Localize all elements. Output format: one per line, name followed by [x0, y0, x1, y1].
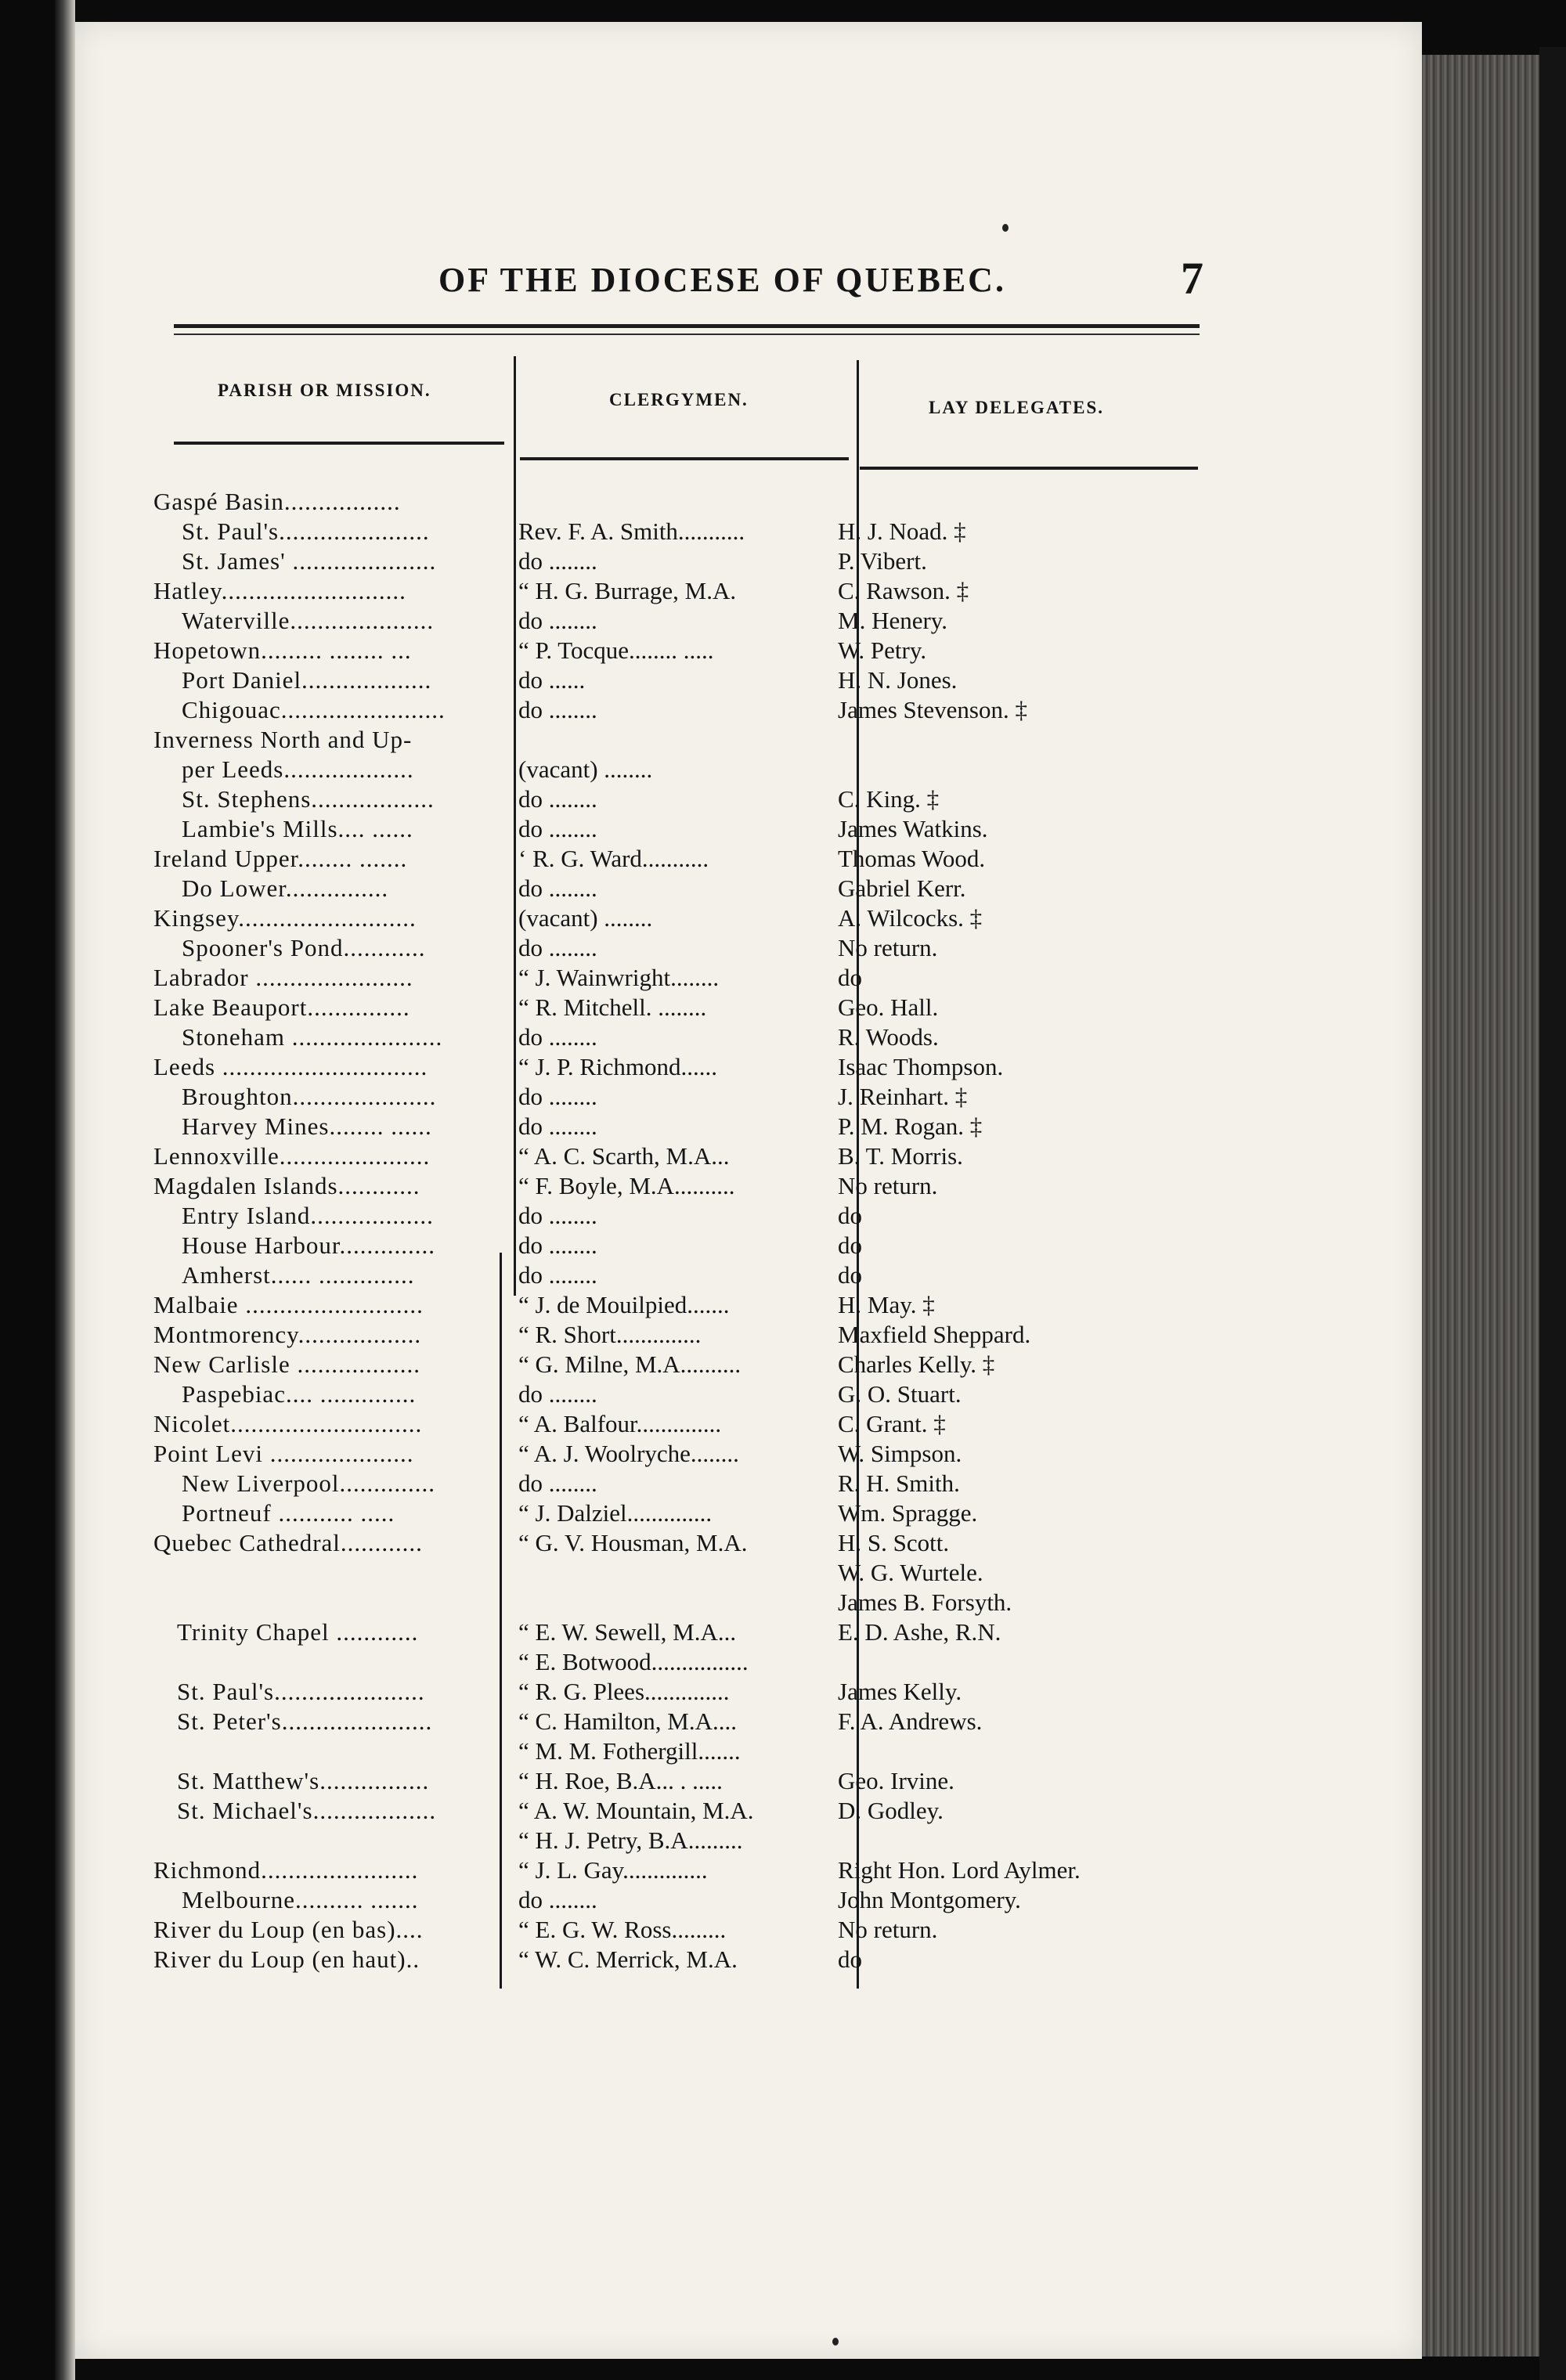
clergy-cell: “ H. Roe, B.A... . ..... [518, 1767, 723, 1794]
delegate-cell: W. Simpson. [838, 1440, 962, 1467]
parish-cell: Amherst...... .............. [182, 1261, 415, 1289]
delegate-cell: F. A. Andrews. [838, 1707, 983, 1735]
clergy-cell: do ........ [518, 607, 597, 634]
delegate-cell: Wm. Spragge. [838, 1499, 978, 1527]
clergy-cell: (vacant) ........ [518, 904, 653, 932]
column-rule-delegates [860, 467, 1198, 470]
parish-cell: St. James' ..................... [182, 547, 437, 575]
clergy-cell: do ........ [518, 547, 597, 575]
parish-cell: River du Loup (en bas).... [153, 1916, 424, 1943]
parish-cell: Paspebiac.... .............. [182, 1380, 417, 1408]
parish-cell: Portneuf ........... ..... [182, 1499, 395, 1527]
delegate-cell: C. Grant. ‡ [838, 1410, 946, 1437]
clergy-cell: “ H. J. Petry, B.A......... [518, 1826, 743, 1854]
parish-cell: Stoneham ...................... [182, 1023, 443, 1051]
parish-cell: St. Peter's...................... [177, 1707, 433, 1735]
delegate-cell: do [838, 1231, 862, 1259]
clergy-cell: “ E. G. W. Ross......... [518, 1916, 727, 1943]
parish-cell: St. Paul's...................... [182, 517, 430, 545]
delegate-cell: H. J. Noad. ‡ [838, 517, 966, 545]
clergy-cell: do ........ [518, 1261, 597, 1289]
page-edges [1422, 55, 1539, 2357]
clergy-cell: “ J. Wainwright........ [518, 964, 720, 991]
delegate-cell: do [838, 1945, 862, 1973]
clergy-cell: do ...... [518, 666, 586, 694]
delegate-cell: Thomas Wood. [838, 845, 986, 872]
parish-cell: Ireland Upper........ ....... [153, 845, 408, 872]
parish-cell: Quebec Cathedral............ [153, 1529, 423, 1556]
parish-cell: St. Matthew's................ [177, 1767, 430, 1794]
delegate-cell: W. Petry. [838, 636, 927, 664]
clergy-cell: do ........ [518, 1231, 597, 1259]
column-header-clergy: CLERGYMEN. [609, 390, 749, 409]
delegate-cell: James Watkins. [838, 815, 988, 842]
clergy-cell: “ A. C. Scarth, M.A... [518, 1142, 730, 1170]
clergy-cell: “ E. W. Sewell, M.A... [518, 1618, 737, 1646]
parish-cell: Inverness North and Up- [153, 726, 413, 753]
parish-cell: St. Paul's...................... [177, 1678, 425, 1705]
ink-speck [832, 2338, 839, 2346]
clergy-cell: do ........ [518, 1886, 597, 1913]
column-header-parish: PARISH OR MISSION. [218, 380, 431, 400]
clergy-cell: do ........ [518, 1380, 597, 1408]
parish-cell: Magdalen Islands............ [153, 1172, 420, 1199]
parish-cell: Lennoxville...................... [153, 1142, 431, 1170]
clergy-cell: “ W. C. Merrick, M.A. [518, 1945, 738, 1973]
clergy-cell: do ........ [518, 1023, 597, 1051]
parish-cell: Montmorency.................. [153, 1321, 422, 1348]
delegate-cell: James Stevenson. ‡ [838, 696, 1027, 723]
binding-gutter [55, 0, 75, 2380]
clergy-cell: “ C. Hamilton, M.A.... [518, 1707, 737, 1735]
delegate-cell: J. Reinhart. ‡ [838, 1083, 968, 1110]
delegate-cell: Right Hon. Lord Aylmer. [838, 1856, 1081, 1884]
page-number: 7 [1181, 253, 1203, 304]
clergy-cell: do ........ [518, 785, 597, 813]
clergy-cell: ‘ R. G. Ward........... [518, 845, 709, 872]
delegate-cell: John Montgomery. [838, 1886, 1021, 1913]
parish-cell: Entry Island.................. [182, 1202, 434, 1229]
clergy-cell: “ G. Milne, M.A.......... [518, 1350, 742, 1378]
parish-cell: Trinity Chapel ............ [177, 1618, 419, 1646]
delegate-cell: James Kelly. [838, 1678, 962, 1705]
delegate-cell: A. Wilcocks. ‡ [838, 904, 983, 932]
parish-cell: per Leeds................... [182, 755, 414, 783]
clergy-cell: “ R. G. Plees.............. [518, 1678, 730, 1705]
delegate-cell: Charles Kelly. ‡ [838, 1350, 995, 1378]
left-margin-dark [0, 0, 55, 2380]
clergy-cell: do ........ [518, 1202, 597, 1229]
parish-cell: Spooner's Pond............ [182, 934, 426, 961]
delegate-cell: R. H. Smith. [838, 1469, 960, 1497]
clergy-cell: Rev. F. A. Smith........... [518, 517, 745, 545]
clergy-cell: do ........ [518, 934, 597, 961]
running-title: OF THE DIOCESE OF QUEBEC. [438, 261, 1006, 299]
parish-cell: Waterville..................... [182, 607, 435, 634]
parish-cell: Gaspé Basin................. [153, 488, 401, 515]
delegate-cell: P. M. Rogan. ‡ [838, 1112, 983, 1140]
parish-cell: St. Michael's.................. [177, 1797, 437, 1824]
parish-cell: Hopetown......... ........ ... [153, 636, 412, 664]
clergy-cell: “ A. W. Mountain, M.A. [518, 1797, 754, 1824]
parish-cell: Do Lower............... [182, 874, 389, 902]
parish-cell: Point Levi ..................... [153, 1440, 414, 1467]
parish-cell: Lake Beauport............... [153, 993, 410, 1021]
clergy-cell: do ........ [518, 1112, 597, 1140]
delegate-cell: No return. [838, 1916, 938, 1943]
delegate-cell: do [838, 1202, 862, 1229]
right-margin-dark [1539, 47, 1566, 2380]
delegate-cell: No return. [838, 934, 938, 961]
delegate-cell: James B. Forsyth. [838, 1588, 1012, 1616]
delegate-cell: Geo. Irvine. [838, 1767, 954, 1794]
header-rule-thin [174, 334, 1200, 335]
delegate-cell: H. S. Scott. [838, 1529, 950, 1556]
delegate-cell: C. King. ‡ [838, 785, 940, 813]
clergy-cell: “ P. Tocque........ ..... [518, 636, 714, 664]
parish-cell: Lambie's Mills.... ...... [182, 815, 413, 842]
delegate-cell: G. O. Stuart. [838, 1380, 962, 1408]
parish-cell: St. Stephens.................. [182, 785, 435, 813]
parish-cell: Melbourne.......... ....... [182, 1886, 419, 1913]
column-header-delegates: LAY DELEGATES. [929, 398, 1104, 417]
clergy-cell: “ E. Botwood................ [518, 1648, 749, 1675]
clergy-cell: “ J. P. Richmond...... [518, 1053, 718, 1080]
clergy-cell: do ........ [518, 874, 597, 902]
parish-cell: New Liverpool.............. [182, 1469, 436, 1497]
clergy-cell: “ R. Short.............. [518, 1321, 702, 1348]
column-rule-clergy [520, 457, 849, 460]
clergy-cell: “ J. Dalziel.............. [518, 1499, 713, 1527]
parish-cell: Kingsey.......................... [153, 904, 417, 932]
clergy-cell: (vacant) ........ [518, 755, 653, 783]
delegate-cell: Isaac Thompson. [838, 1053, 1004, 1080]
parish-cell: Labrador ....................... [153, 964, 413, 991]
parish-cell: Richmond....................... [153, 1856, 419, 1884]
clergy-cell: “ A. Balfour.............. [518, 1410, 722, 1437]
parish-cell: Harvey Mines........ ...... [182, 1112, 432, 1140]
parish-cell: Broughton..................... [182, 1083, 437, 1110]
parish-cell: Nicolet............................ [153, 1410, 423, 1437]
delegate-cell: H. N. Jones. [838, 666, 958, 694]
header-rule [174, 324, 1200, 328]
delegate-cell: do [838, 964, 862, 991]
delegate-cell: D. Godley. [838, 1797, 944, 1824]
parish-cell: New Carlisle .................. [153, 1350, 420, 1378]
parish-cell: Port Daniel................... [182, 666, 432, 694]
delegate-cell: B. T. Morris. [838, 1142, 963, 1170]
clergy-cell: do ........ [518, 1469, 597, 1497]
clergy-cell: “ A. J. Woolryche........ [518, 1440, 739, 1467]
column-divider-left-lower [500, 1253, 502, 1989]
clergy-cell: “ H. G. Burrage, M.A. [518, 577, 737, 604]
delegate-cell: R. Woods. [838, 1023, 939, 1051]
clergy-cell: “ F. Boyle, M.A.......... [518, 1172, 735, 1199]
clergy-cell: “ M. M. Fothergill....... [518, 1737, 741, 1765]
delegate-cell: E. D. Ashe, R.N. [838, 1618, 1001, 1646]
parish-cell: Hatley........................... [153, 577, 406, 604]
delegate-cell: H. May. ‡ [838, 1291, 935, 1318]
clergy-cell: “ J. de Mouilpied....... [518, 1291, 730, 1318]
delegate-cell: P. Vibert. [838, 547, 927, 575]
delegate-cell: No return. [838, 1172, 938, 1199]
clergy-cell: “ J. L. Gay.............. [518, 1856, 708, 1884]
delegate-cell: C. Rawson. ‡ [838, 577, 969, 604]
parish-cell: House Harbour.............. [182, 1231, 436, 1259]
parish-cell: Malbaie .......................... [153, 1291, 424, 1318]
clergy-cell: do ........ [518, 1083, 597, 1110]
delegate-cell: do [838, 1261, 862, 1289]
parish-cell: Leeds .............................. [153, 1053, 428, 1080]
clergy-cell: do ........ [518, 696, 597, 723]
clergy-cell: “ R. Mitchell. ........ [518, 993, 707, 1021]
delegate-cell: W. G. Wurtele. [838, 1559, 983, 1586]
clergy-cell: do ........ [518, 815, 597, 842]
delegate-cell: Geo. Hall. [838, 993, 939, 1021]
delegate-cell: M. Henery. [838, 607, 948, 634]
parish-cell: Chigouac........................ [182, 696, 446, 723]
clergy-cell: “ G. V. Housman, M.A. [518, 1529, 748, 1556]
delegate-cell: Gabriel Kerr. [838, 874, 966, 902]
column-rule-parish [174, 442, 504, 445]
delegate-cell: Maxfield Sheppard. [838, 1321, 1031, 1348]
column-divider-left [514, 356, 516, 1296]
parish-cell: River du Loup (en haut).. [153, 1945, 420, 1973]
ink-speck [1002, 224, 1009, 232]
